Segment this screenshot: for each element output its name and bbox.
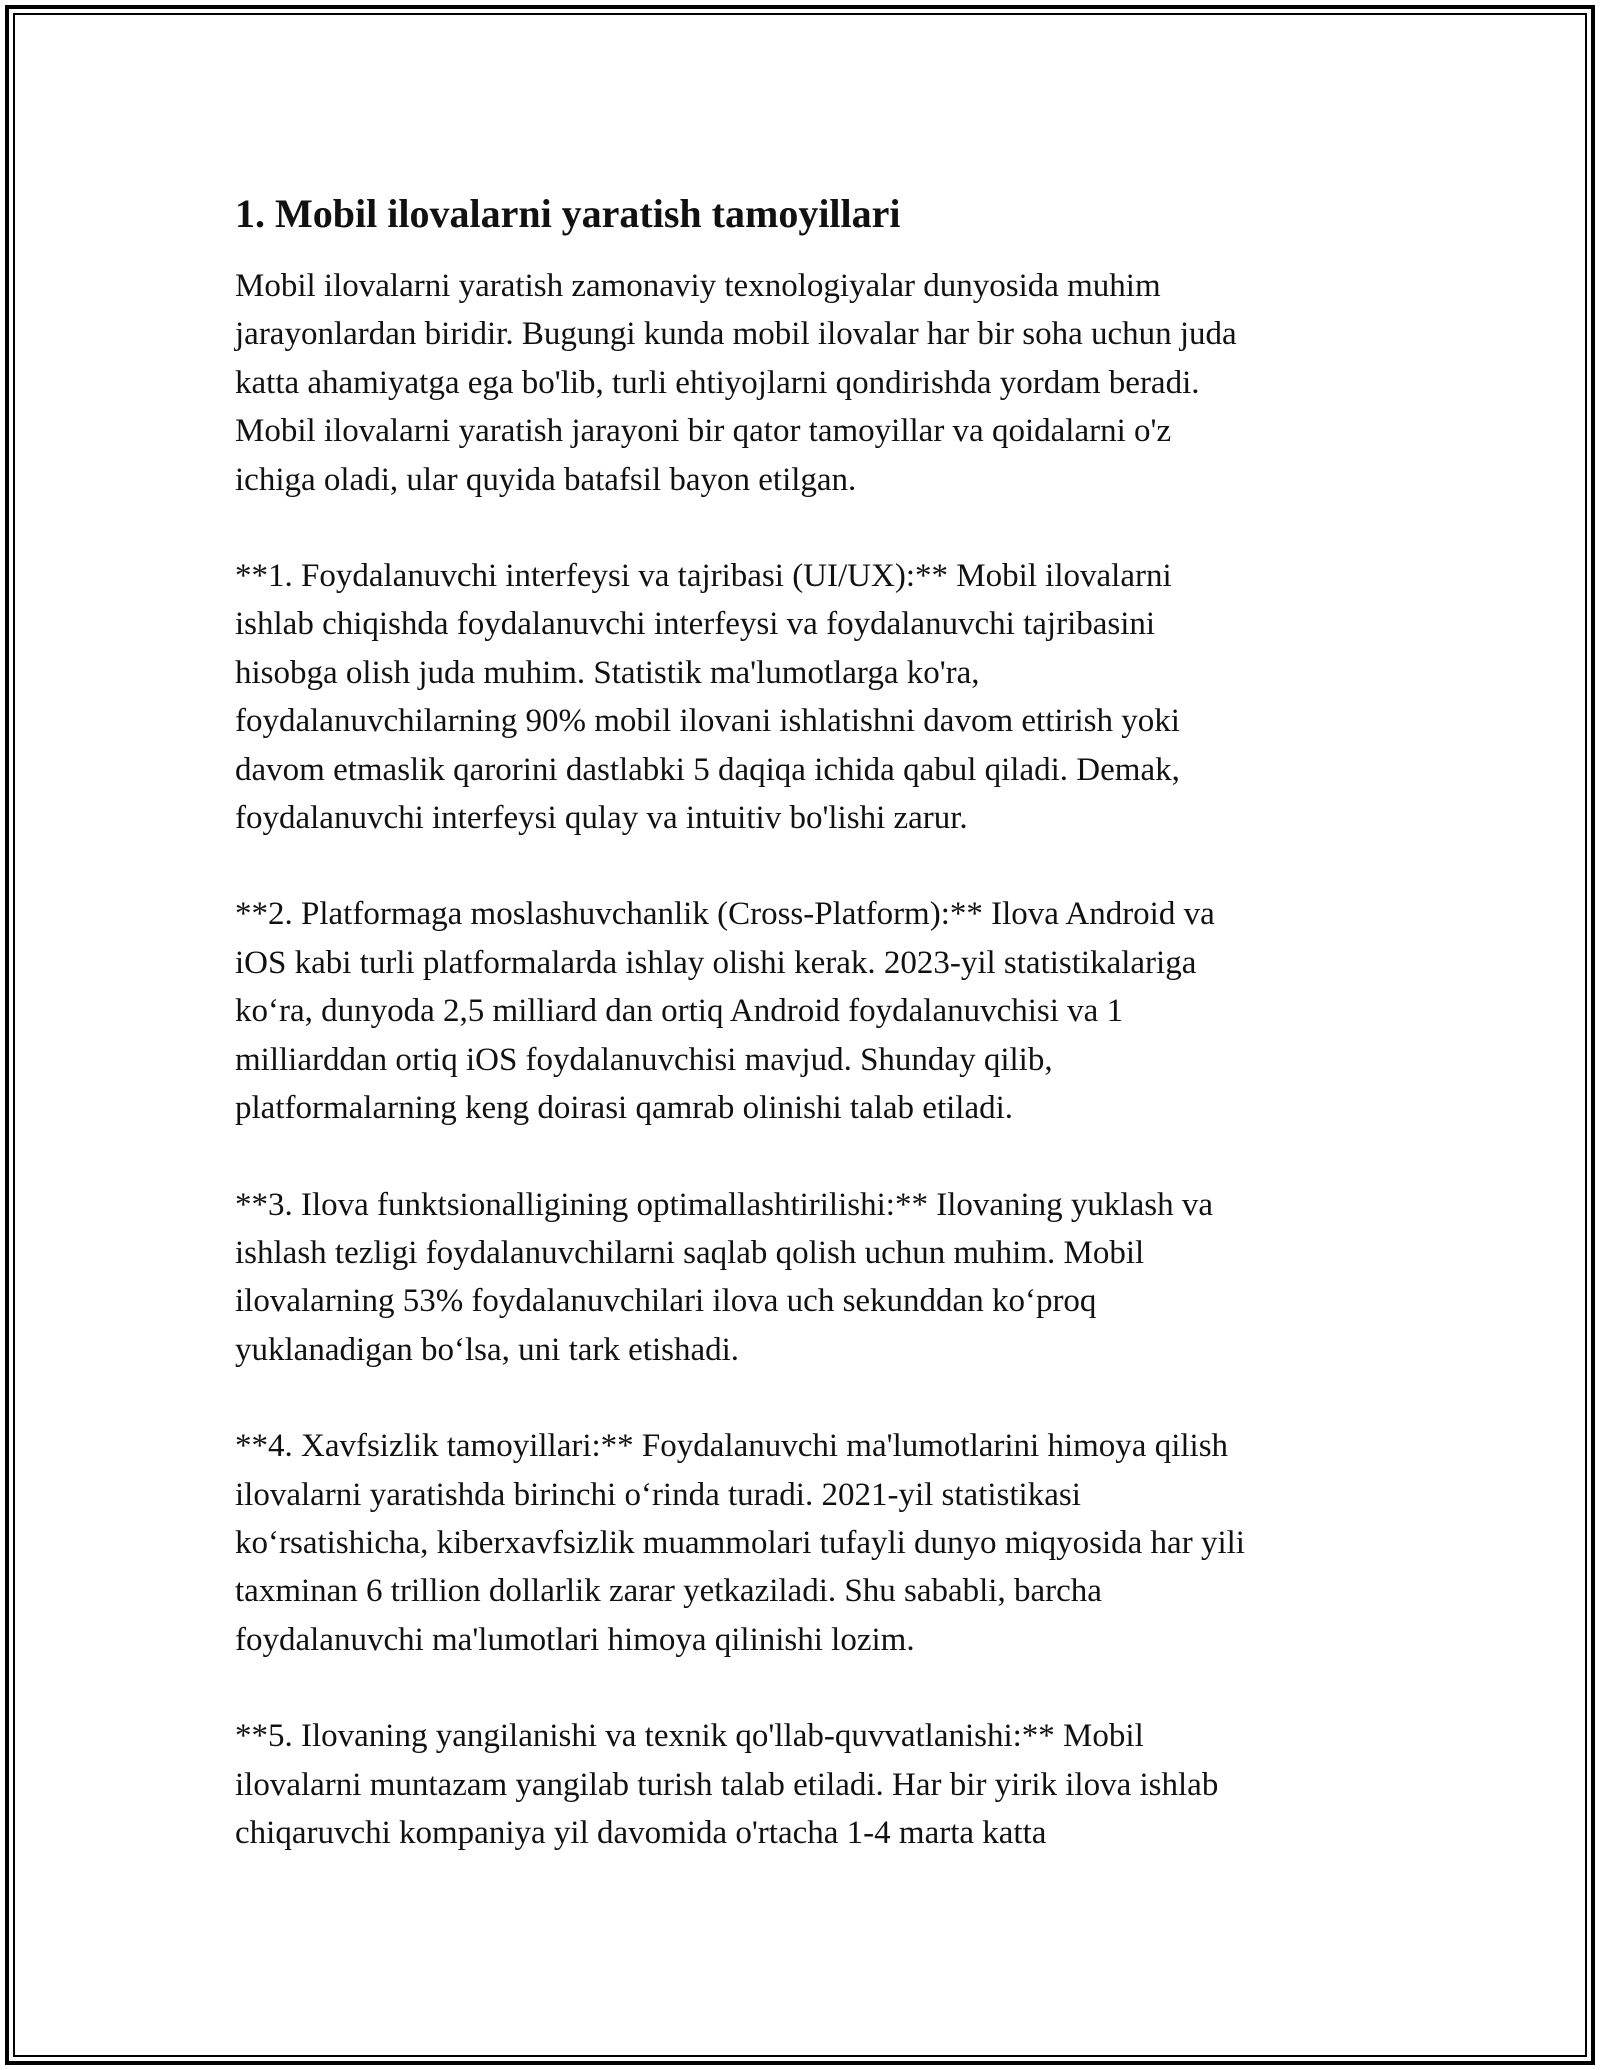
text-line: ko‘rsatishicha, kiberxavfsizlik muammolari tufayli dunyo miqyosida har yili	[235, 1524, 1245, 1561]
text-line: Mobil ilovalarni yaratish zamonaviy texnologiyalar dunyosida muhim	[235, 268, 1161, 304]
text-line: **1. Foydalanuvchi interfeysi va tajribasi (UI/UX):** Mobil ilovalarni	[235, 558, 1172, 595]
text-line: katta ahamiyatga ega bo'lib, turli ehtiyojlarni qondirishda yordam beradi.	[235, 364, 1200, 401]
section-heading: 1. Mobil ilovalarni yaratish tamoyillari	[235, 191, 901, 236]
text-line: **3. Ilova funktsionalligining optimallashtirilishi:** Ilovaning yuklash va	[235, 1186, 1213, 1223]
text-line: **5. Ilovaning yangilanishi va texnik qo'llab-quvvatlanishi:** Mobil	[235, 1718, 1144, 1755]
text-line: foydalanuvchi interfeysi qulay va intuitiv bo'lishi zarur.	[235, 800, 968, 837]
text-line: taxminan 6 trillion dollarlik zarar yetkaziladi. Shu sababli, barcha	[235, 1573, 1102, 1610]
text-line: ishlab chiqishda foydalanuvchi interfeysi va foydalanuvchi tajribasini	[235, 606, 1156, 643]
paragraph-updates	[235, 1712, 1375, 1857]
text-line: davom etmaslik qarorini dastlabki 5 daqiqa ichida qabul qiladi. Demak,	[235, 751, 1180, 788]
text-line: chiqaruvchi kompaniya yil davomida o'rtacha 1-4 marta katta	[235, 1814, 1047, 1851]
text-line: foydalanuvchi ma'lumotlari himoya qilinishi lozim.	[235, 1621, 915, 1658]
paragraph-optimization	[235, 1181, 1375, 1375]
text-line: ilovalarni muntazam yangilab turish talab etiladi. Har bir yirik ilova ishlab	[235, 1766, 1219, 1803]
text-line: yuklanadigan bo‘lsa, uni tark etishadi.	[235, 1331, 740, 1368]
paragraph-security	[235, 1422, 1375, 1664]
text-line: ilovalarni yaratishda birinchi o‘rinda turadi. 2021-yil statistikasi	[235, 1476, 1081, 1513]
text-line: ilovalarning 53% foydalanuvchilari ilova uch sekunddan ko‘proq	[235, 1283, 1097, 1320]
paragraph-ui-ux	[235, 552, 1375, 842]
text-line: Mobil ilovalarni yaratish jarayoni bir qator tamoyillar va qoidalarni o'z	[235, 413, 1172, 450]
text-line: ko‘ra, dunyoda 2,5 milliard dan ortiq Android foydalanuvchisi va 1	[235, 993, 1124, 1030]
text-line: ichiga oladi, ular quyida batafsil bayon etilgan.	[235, 461, 857, 498]
text-line: platformalarning keng doirasi qamrab olinishi talab etiladi.	[235, 1090, 1014, 1127]
paragraph-cross-platform	[235, 890, 1375, 1132]
text-line: **4. Xavfsizlik tamoyillari:** Foydalanuvchi ma'lumotlarini himoya qilish	[235, 1428, 1229, 1465]
text-line: milliarddan ortiq iOS foydalanuvchisi mavjud. Shunday qilib,	[235, 1041, 1053, 1078]
text-line: foydalanuvchilarning 90% mobil ilovani ishlatishni davom ettirish yoki	[235, 703, 1180, 740]
text-line: iOS kabi turli platformalarda ishlay olishi kerak. 2023-yil statistikalariga	[235, 944, 1197, 981]
text-line: hisobga olish juda muhim. Statistik ma'lumotlarga ko'ra,	[235, 654, 980, 691]
text-line: ishlash tezligi foydalanuvchilarni saqlab qolish uchun muhim. Mobil	[235, 1234, 1145, 1271]
document-body	[235, 190, 1375, 1905]
text-line: jarayonlardan biridir. Bugungi kunda mobil ilovalar har bir soha uchun juda	[235, 316, 1237, 353]
paragraph-intro	[235, 262, 1375, 504]
text-line: **2. Platformaga moslashuvchanlik (Cross-Platform):** Ilova Android va	[235, 896, 1215, 933]
